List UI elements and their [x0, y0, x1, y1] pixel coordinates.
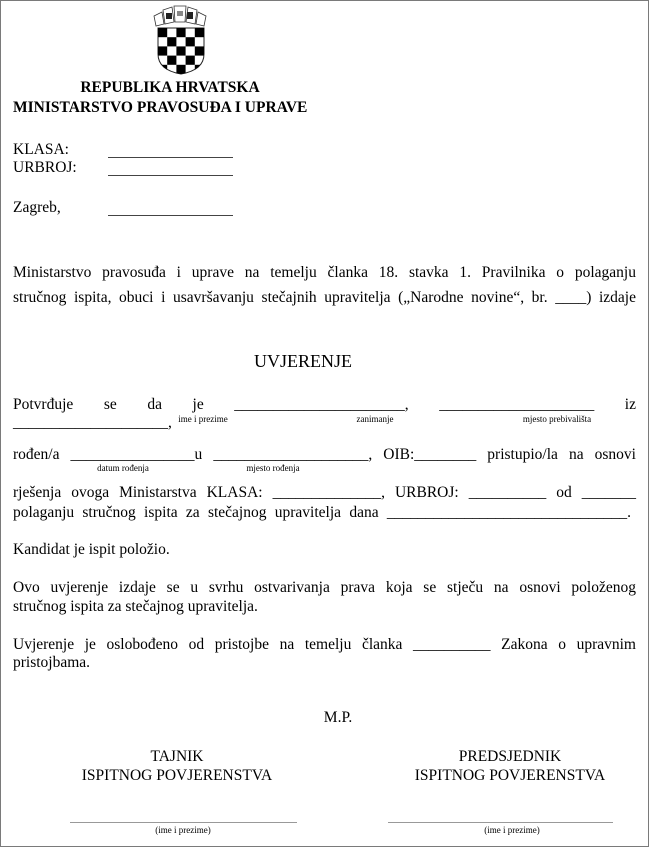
header-ministry: MINISTARSTVO PRAVOSUĐA I UPRAVE: [13, 99, 308, 116]
urbroj-field[interactable]: [108, 175, 233, 176]
place-label: Zagreb,: [13, 199, 61, 216]
urbroj-label: URBROJ:: [13, 159, 77, 176]
passed-statement: Kandidat je ispit položio.: [13, 541, 170, 558]
secretary-name-hint: (ime i prezime): [155, 825, 211, 835]
hint-occupation: zanimanje: [356, 414, 394, 424]
shield-check: [158, 46, 167, 55]
president-name-hint: (ime i prezime): [484, 825, 540, 835]
hint-residence: mjesto prebivališta: [522, 414, 592, 424]
fee-line-1: Uvjerenje je oslobođeno od pristojbe na temelju članka __________ Zakona o upravnim: [13, 636, 636, 653]
shield-check: [176, 46, 185, 55]
secretary-title: TAJNIK: [150, 748, 204, 765]
klasa-label: KLASA:: [13, 141, 69, 158]
shield-check: [176, 28, 185, 37]
document-title: UVJERENJE: [254, 351, 352, 371]
klasa-field[interactable]: [108, 157, 233, 158]
body-line-3: rješenja ovoga Ministarstva KLASA: ______________, URBROJ: __________ od _______: [13, 484, 636, 501]
president-signature-line[interactable]: [388, 822, 613, 823]
intro-line-2: stručnog ispita, obuci i usavršavanju stečajnih upravitelja („Narodne novine“, br. ____) izdaje: [13, 289, 636, 306]
shield-check: [186, 37, 195, 46]
president-title: PREDSJEDNIK: [458, 748, 562, 765]
secretary-signature-line[interactable]: [70, 822, 297, 823]
hint-name: ime i prezime: [178, 414, 228, 424]
fee-line-2: pristojbama.: [13, 654, 91, 671]
purpose-line-2: stručnog ispita za stečajnog upravitelja.: [13, 598, 258, 615]
shield-check: [167, 56, 176, 65]
date-field[interactable]: [108, 215, 233, 216]
hint-birthdate: datum rođenja: [97, 463, 149, 473]
shield-check: [158, 28, 167, 37]
shield-check: [195, 28, 204, 37]
intro-line-1: Ministarstvo pravosuđa i uprave na temelju članka 18. stavka 1. Pravilnika o polaganju: [13, 264, 636, 281]
header-republic: REPUBLIKA HRVATSKA: [80, 79, 260, 96]
president-committee: ISPITNOG POVJERENSTVA: [414, 767, 606, 784]
shield-check: [195, 46, 204, 55]
purpose-line-1: Ovo uvjerenje izdaje se u svrhu ostvarivanja prava koja se stječu na osnovi položenog: [13, 579, 636, 596]
coat-of-arms-emblem: [150, 4, 212, 76]
secretary-committee: ISPITNOG POVJERENSTVA: [81, 767, 273, 784]
shield-check: [186, 56, 195, 65]
body-line-4: polaganju stručnog ispita za stečajnog upravitelja dana _______________________________.: [13, 504, 631, 521]
stamp-placeholder: M.P.: [323, 709, 353, 726]
hint-birthplace: mjesto rođenja: [246, 463, 300, 473]
shield-check: [176, 65, 185, 74]
body-line-2: rođen/a ________________u ____________________, OIB:________ pristupio/la na osnovi: [13, 446, 636, 463]
body-line-1: Potvrđuje se da je ______________________, ____________________ iz ____________________,: [13, 396, 636, 431]
shield-check: [167, 37, 176, 46]
